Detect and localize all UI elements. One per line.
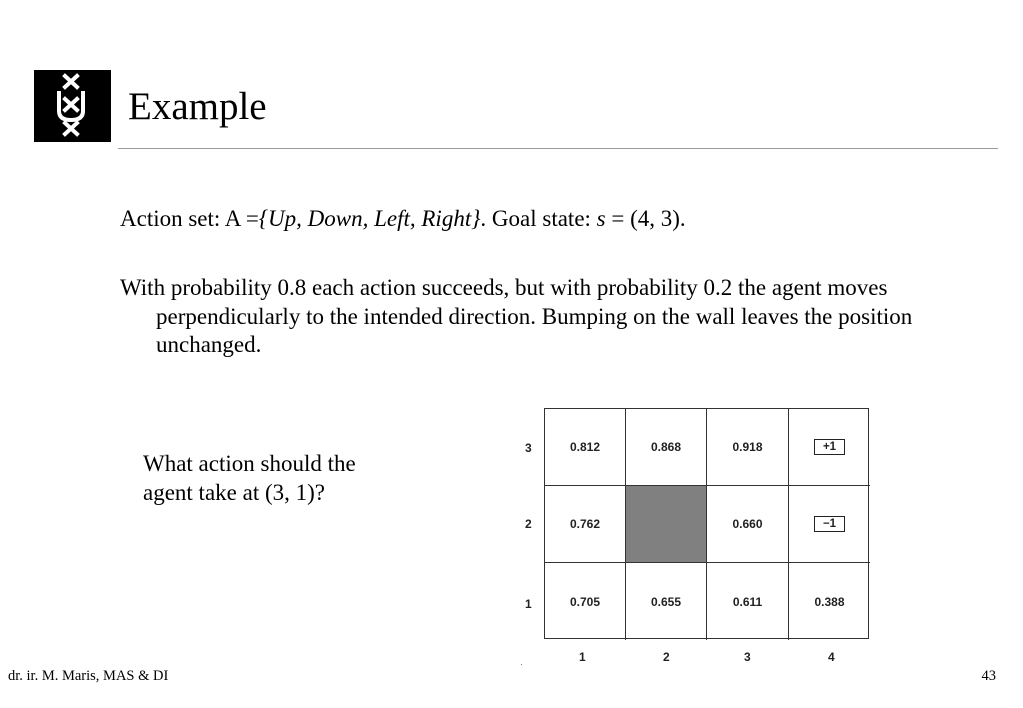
utility-value: 0.918: [732, 440, 763, 454]
goal-value: = (4, 3).: [605, 206, 686, 231]
grid-cell: [707, 486, 789, 563]
row-label: 1: [525, 597, 532, 611]
column-label: 3: [744, 650, 751, 664]
grid-cell: [789, 409, 870, 486]
action-set-values: {Up, Down, Left, Right}: [258, 206, 481, 231]
terminal-reward-label: +1: [814, 439, 845, 455]
transition-model-text: With probability 0.8 each action succeeds, but with probability 0.2 the agent moves perpendicularly to the intended direction. Bumping on the wall leaves the position unchanged.: [120, 275, 913, 357]
university-logo: [34, 70, 111, 142]
grid-cell: [707, 563, 789, 640]
question-text: What action should the agent take at (3, 1)?: [143, 451, 356, 505]
grid-cell: [626, 409, 707, 486]
slide-title: Example: [128, 85, 267, 128]
page-number: 43: [981, 668, 996, 684]
utility-value: 0.705: [569, 594, 601, 609]
utility-value: 0.611: [732, 594, 763, 609]
utility-value: 0.655: [650, 594, 682, 609]
footer-author: dr. ir. M. Maris, MAS & DI: [8, 668, 169, 684]
grid-cell-wall: [626, 486, 707, 563]
utility-value: 0.660: [732, 517, 763, 531]
grid-cell: [545, 409, 626, 486]
goal-prefix: . Goal state:: [480, 206, 597, 231]
grid-cell: [545, 486, 626, 563]
utility-value: 0.762: [569, 517, 601, 531]
column-label: 1: [579, 650, 586, 664]
action-set-prefix: Action set: A =: [120, 206, 259, 231]
terminal-reward-label: −1: [814, 516, 845, 532]
utility-grid: [544, 408, 869, 639]
grid-cell: [789, 486, 870, 563]
column-label: 4: [828, 650, 835, 664]
utility-value: 0.388: [814, 594, 845, 609]
uva-crest-icon: [34, 70, 111, 142]
grid-cell: [707, 409, 789, 486]
title-divider: [118, 148, 998, 149]
row-label: 3: [525, 441, 532, 455]
column-label: 2: [663, 650, 670, 664]
row-label: 2: [525, 517, 532, 531]
stray-dot: [521, 664, 522, 665]
goal-variable: s: [596, 206, 606, 231]
grid-cell: [545, 563, 626, 640]
utility-value: 0.812: [569, 440, 601, 454]
utility-value: 0.868: [650, 440, 682, 454]
grid-cell: [789, 563, 870, 640]
grid-cell: [626, 563, 707, 640]
action-set-text: [120, 205, 980, 234]
